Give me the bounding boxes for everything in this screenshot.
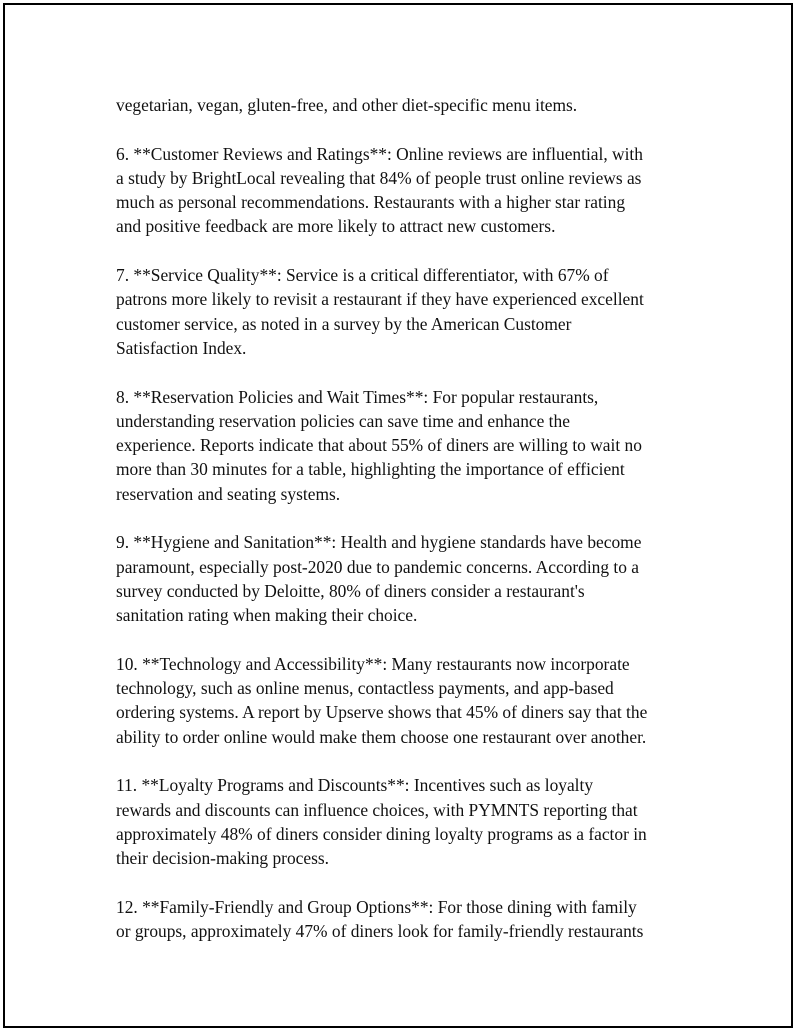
paragraph-technology-accessibility: 10. **Technology and Accessibility**: Many restaurants now incorporate technology, such as online menus, contactless payments, and app-based ordering systems. A report by Upserve shows that 45% of diners say that the ability to order online would make them choose one restaurant over another.	[116, 653, 648, 747]
paragraph-hygiene-sanitation: 9. **Hygiene and Sanitation**: Health and hygiene standards have become paramount, especially post-2020 due to pandemic concerns. According to a survey conducted by Deloitte, 80% of diners consider a restaurant's sanitation rating when making their choice.	[116, 532, 642, 626]
paragraph-family-friendly: 12. **Family-Friendly and Group Options**: For those dining with family or groups, approximately 47% of diners look for family-friendly restaurants	[116, 896, 644, 942]
paragraph-service-quality: 7. **Service Quality**: Service is a critical differentiator, with 67% of patrons more likely to revisit a restaurant if they have experienced excellent customer service, as noted in a survey by the American Customer Satisfaction Index.	[116, 265, 644, 358]
paragraph-diet-continuation: vegetarian, vegan, gluten-free, and other diet-specific menu items.	[116, 95, 578, 115]
paragraph-loyalty-programs: 11. **Loyalty Programs and Discounts**: Incentives such as loyalty rewards and discounts can influence choices, with PYMNTS reporting that approximately 48% of diners consider dining loyalty programs as a factor in their decision-making process.	[116, 775, 647, 869]
paragraph-reservation-policies: 8. **Reservation Policies and Wait Times**: For popular restaurants, understanding reservation policies can save time and enhance the experience. Reports indicate that about 55% of diners are willing to wait no more than 30 minutes for a table, highlighting the importance of efficient reservation and seating systems.	[116, 386, 642, 504]
paragraph-customer-reviews: 6. **Customer Reviews and Ratings**: Online reviews are influential, with a study by BrightLocal revealing that 84% of people trust online reviews as much as personal recommendations. Restaurants with a higher star rating and positive feedback are more likely to attract new customers.	[116, 143, 643, 237]
document-body	[116, 93, 690, 943]
